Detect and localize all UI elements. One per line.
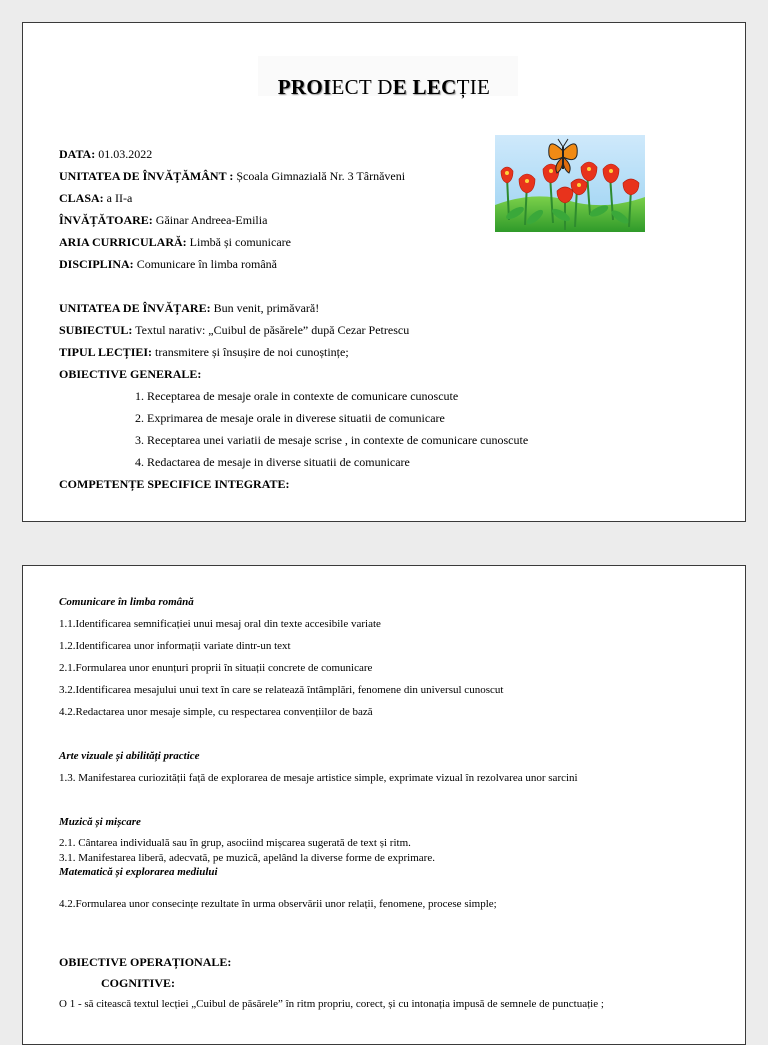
- competence-item: 1.2.Identificarea unor informații variate dintr-un text: [59, 640, 291, 652]
- competence-item: 4.2.Redactarea unor mesaje simple, cu respectarea convențiilor de bază: [59, 706, 373, 718]
- objective-item: 4. Redactarea de mesaje in diverse situatii de comunicare: [135, 455, 410, 469]
- field-value: a II-a: [103, 191, 133, 205]
- tulips-butterfly-illustration: [495, 135, 645, 232]
- field-value: 01.03.2022: [95, 147, 153, 161]
- field-value: transmitere și însușire de noi cunoștințe;: [152, 345, 349, 359]
- competence-item: 2.1.Formularea unor enunțuri proprii în situații concrete de comunicare: [59, 662, 373, 674]
- competence-item: 4.2.Formularea unor consecințe rezultate în urma observării unor relații, fenomene, procese simple;: [59, 898, 497, 910]
- competente-heading: COMPETENȚE SPECIFICE INTEGRATE:: [59, 477, 290, 491]
- obiective-generale-heading: OBIECTIVE GENERALE:: [59, 367, 202, 381]
- field-unitatea-invatamant: [59, 169, 405, 184]
- field-tipul-lectiei: [59, 345, 349, 360]
- field-label: UNITATEA DE ÎNVĂȚĂMÂNT :: [59, 169, 234, 183]
- field-invatatoare: [59, 213, 267, 228]
- competence-item: 2.1. Cântarea individuală sau în grup, asociind mișcarea sugerată de text și ritm.: [59, 837, 411, 849]
- field-label: SUBIECTUL:: [59, 323, 133, 337]
- document-page-2: [22, 565, 746, 1045]
- field-disciplina: [59, 257, 277, 272]
- field-data: [59, 147, 152, 162]
- title-part: ȚIE: [456, 75, 491, 99]
- objective-item: 2. Exprimarea de mesaje orale in diverese situatii de comunicare: [135, 411, 445, 425]
- competence-item: 1.3. Manifestarea curiozității față de explorarea de mesaje artistice simple, exprimate vizual în rezolvarea unor sarcini: [59, 772, 578, 784]
- title-part: ECT D: [331, 75, 393, 99]
- section-heading: Matematică și explorarea mediului: [59, 866, 218, 878]
- objective-o1: O 1 - să citească textul lecției „Cuibul de păsărele” în ritm propriu, corect, și cu intonația impusă de semnele de punctuație ;: [59, 998, 604, 1010]
- document-page-1: [22, 22, 746, 522]
- obiective-operationale-heading: OBIECTIVE OPERAȚIONALE:: [59, 955, 232, 969]
- competence-item: 3.2.Identificarea mesajului unui text în care se relatează întâmplări, fenomene din universul cunoscut: [59, 684, 504, 696]
- field-label: CLASA:: [59, 191, 104, 205]
- field-value: Textul narativ: „Cuibul de păsărele” după Cezar Petrescu: [132, 323, 410, 337]
- competence-item: 1.1.Identificarea semnificației unui mesaj oral din texte accesibile variate: [59, 618, 381, 630]
- field-subiectul: [59, 323, 409, 338]
- section-heading: Arte vizuale și abilități practice: [59, 750, 200, 762]
- cognitive-heading: COGNITIVE:: [101, 976, 176, 990]
- field-value: Comunicare în limba română: [133, 257, 277, 271]
- field-label: DISCIPLINA:: [59, 257, 134, 271]
- objective-item: 3. Receptarea unei variatii de mesaje scrise , in contexte de comunicare cunoscute: [135, 433, 529, 447]
- field-unitatea-invatare: [59, 301, 319, 316]
- field-label: DATA:: [59, 147, 96, 161]
- document-title: [23, 75, 745, 100]
- competence-item: 3.1. Manifestarea liberă, adecvată, pe muzică, apelând la diverse forme de exprimare.: [59, 852, 435, 864]
- section-heading: Comunicare în limba română: [59, 596, 194, 608]
- field-label: ARIA CURRICULARĂ:: [59, 235, 187, 249]
- field-value: Școala Gimnazială Nr. 3 Târnăveni: [233, 169, 406, 183]
- objective-item: 1. Receptarea de mesaje orale in contexte de comunicare cunoscute: [135, 389, 459, 403]
- field-value: Limbă și comunicare: [186, 235, 291, 249]
- title-part: PROI: [277, 75, 332, 99]
- field-label: UNITATEA DE ÎNVĂȚARE:: [59, 301, 211, 315]
- field-value: Găinar Andreea-Emilia: [152, 213, 268, 227]
- field-value: Bun venit, primăvară!: [210, 301, 320, 315]
- field-label: TIPUL LECȚIEI:: [59, 345, 153, 359]
- field-label: ÎNVĂȚĂTOARE:: [59, 213, 153, 227]
- field-clasa: [59, 191, 132, 206]
- section-heading: Muzică și mișcare: [59, 816, 141, 828]
- field-aria-curriculara: [59, 235, 291, 250]
- title-part: E LEC: [392, 75, 457, 99]
